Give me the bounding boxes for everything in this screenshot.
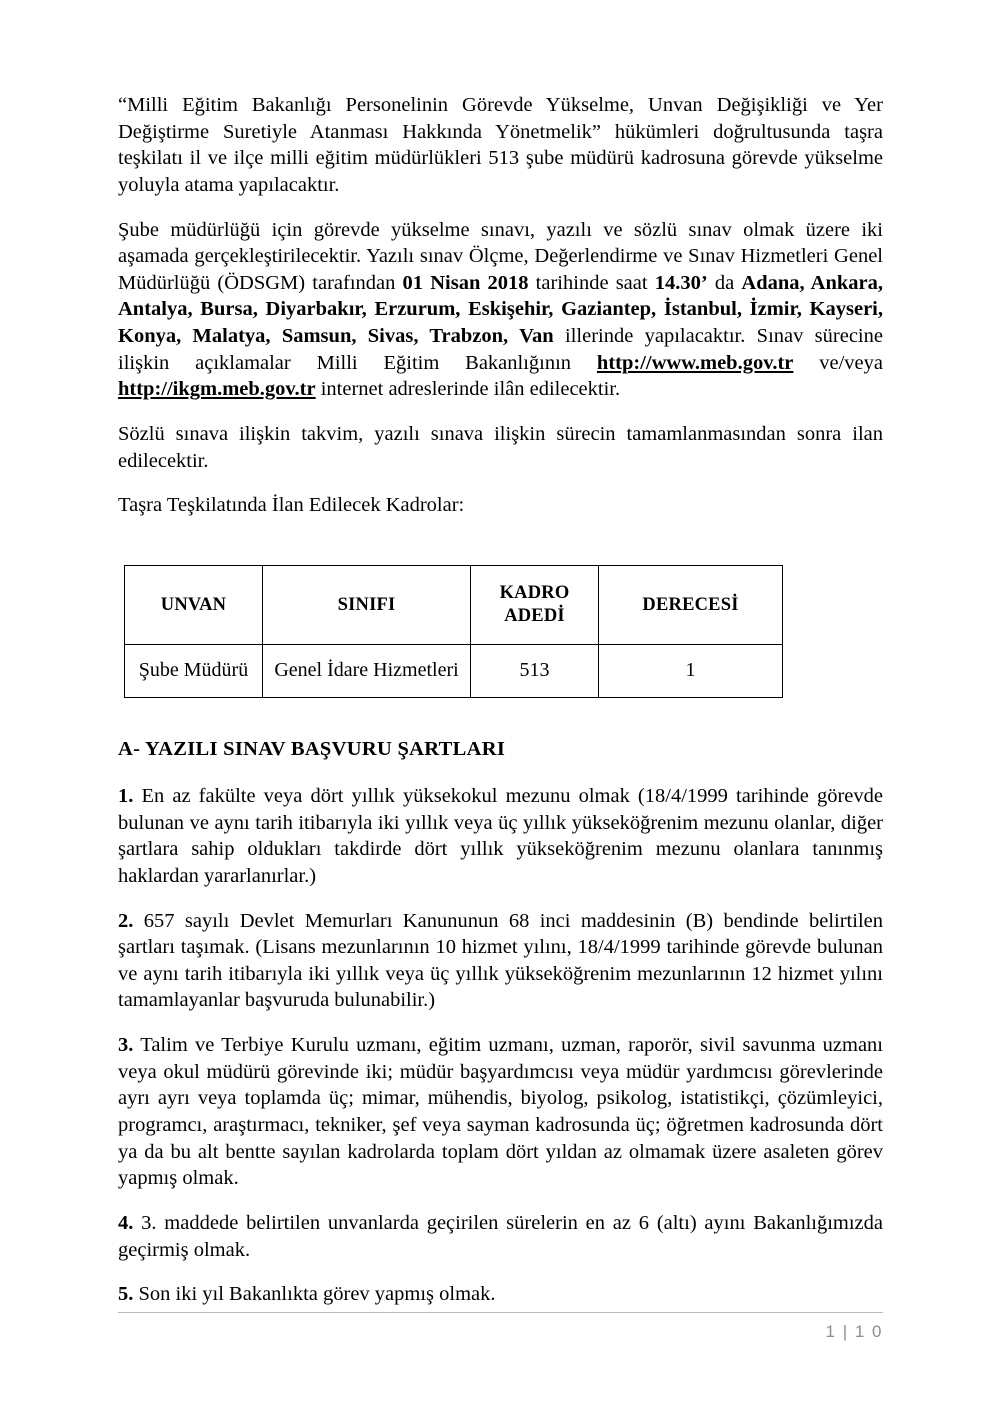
requirement-3-number: 3. xyxy=(118,1034,134,1057)
cell-kadro-adedi: 513 xyxy=(471,644,599,697)
column-header-unvan: UNVAN xyxy=(125,565,263,644)
requirement-2-number: 2. xyxy=(118,909,134,932)
requirement-5-number: 5. xyxy=(118,1283,134,1306)
requirement-2-text: 657 sayılı Devlet Memurları Kanununun 68 inci maddesinin (B) bendinde belirtilen şartları taşımak. (Lisans mezunlarının 10 hizmet yılını, 18/4/1999 tarihinde görevde bulunan ve aynı tarih itibarıyla iki yıllık veya üç yıllık yükseköğrenim mezunlarının 12 hizmet yılını tamamlayanlar başvuruda bulunabilir.) xyxy=(118,909,883,1012)
exam-time: 14.30’ xyxy=(654,271,708,294)
requirement-item-2 xyxy=(118,908,883,1015)
table-row xyxy=(125,644,783,697)
requirement-5-text: Son iki yıl Bakanlıkta görev yapmış olmak. xyxy=(133,1283,496,1306)
requirement-item-3 xyxy=(118,1032,883,1192)
positions-table-container xyxy=(118,565,883,698)
column-header-sinifi: SINIFI xyxy=(263,565,471,644)
requirement-4-number: 4. xyxy=(118,1211,134,1234)
exam-details-segment-4: illerinde yapılacaktır. Sınav sürecine ilişkin açıklamalar Milli Eğitim Bakanlığının xyxy=(118,325,883,374)
positions-table-head xyxy=(125,565,783,644)
requirement-item-1 xyxy=(118,783,883,890)
exam-date: 01 Nisan 2018 xyxy=(402,271,529,294)
requirement-item-4 xyxy=(118,1210,883,1263)
requirement-1-text: En az fakülte veya dört yıllık yüksekokul mezunu olmak (18/4/1999 tarihinde görevde bulunan ve aynı tarih itibarıyla iki yıllık veya üç yıllık yükseköğrenim mezunu olanlar, diğer şartlara sahip oldukları takdirde dört yıllık yükseköğrenim mezunu olanlara tanınmış haklardan yararlanırlar.) xyxy=(118,784,883,887)
positions-table xyxy=(124,565,783,698)
paragraph-intro: “Milli Eğitim Bakanlığı Personelinin Görevde Yükselme, Unvan Değişikliği ve Yer Değiştirme Suretiyle Atanması Hakkında Yönetmelik” hükümleri doğrultusunda taşra teşkilatı il ve ilçe milli eğitim müdürlükleri 513 şube müdürü kadrosuna görevde yükselme yoluyla atama yapılacaktır. xyxy=(118,94,883,196)
cell-sinifi: Genel İdare Hizmetleri xyxy=(263,644,471,697)
column-header-kadro-line2: ADEDİ xyxy=(504,605,565,626)
table-header-row xyxy=(125,565,783,644)
requirement-3-text: Talim ve Terbiye Kurulu uzmanı, eğitim uzmanı, uzman, raporör, sivil savunma uzmanı veya okul müdürü görevinde iki; müdür başyardımcısı veya müdür yardımcısı görevlerinde ayrı ayrı veya toplamda üç; mimar, mühendis, biyolog, psikolog, istatistikçi, çözümleyici, programcı, araştırmacı, tekniker, şef veya sayman kadrosunda üç; öğretmen kadrosunda dört ya da bu alt bentte sayılan kadrolarda toplam dört yıldan az olmamak üzere asaleten görev yapmış olmak. xyxy=(118,1034,883,1190)
column-header-kadro-line1: KADRO xyxy=(499,583,570,604)
page-footer xyxy=(118,1312,883,1342)
cell-unvan: Şube Müdürü xyxy=(125,644,263,697)
column-header-derecesi: DERECESİ xyxy=(599,565,783,644)
paragraph-oral-exam-calendar: Sözlü sınava ilişkin takvim, yazılı sınava ilişkin sürecin tamamlanmasından sonra ilan edilecektir. xyxy=(118,423,883,472)
exam-details-segment-1: Şube müdürlüğü için görevde yükselme sınavı, yazılı ve sözlü sınav olmak üzere iki aşamada gerçekleştirilecektir. Yazılı sınav Ölçme, Değerlendirme ve Sınav Hizmetleri Genel Müdürlüğü (ÖDSGM) tarafından xyxy=(118,218,883,294)
page-number: 1 | 1 0 xyxy=(825,1322,883,1341)
paragraph-positions-intro: Taşra Teşkilatında İlan Edilecek Kadrolar: xyxy=(118,494,465,517)
exam-details-segment-2: tarihinde saat xyxy=(528,271,655,294)
section-heading-a: A- YAZILI SINAV BAŞVURU ŞARTLARI xyxy=(118,737,506,760)
requirement-item-5 xyxy=(118,1281,883,1308)
exam-details-segment-6: internet adreslerinde ilân edilecektir. xyxy=(315,378,621,401)
requirement-4-text: 3. maddede belirtilen unvanlarda geçirilen sürelerin en az 6 (altı) ayını Bakanlığımızda geçirmiş olmak. xyxy=(118,1211,883,1261)
requirement-1-number: 1. xyxy=(118,784,134,807)
paragraph-exam-details xyxy=(118,217,883,403)
column-header-kadro-adedi xyxy=(471,565,599,644)
exam-details-segment-3: da xyxy=(707,271,742,294)
exam-details-segment-5: ve/veya xyxy=(793,351,883,374)
document-body xyxy=(118,92,883,1308)
positions-table-body xyxy=(125,644,783,697)
link-ikgm-meb-gov-tr[interactable]: http://ikgm.meb.gov.tr xyxy=(118,378,316,401)
cell-derecesi: 1 xyxy=(599,644,783,697)
exam-cities-list: Adana, Ankara, Antalya, Bursa, Diyarbakır, Erzurum, Eskişehir, Gaziantep, İstanbul, İzmir, Kayseri, Konya, Malatya, Samsun, Sivas, Trabzon, Van xyxy=(118,271,883,348)
link-meb-gov-tr[interactable]: http://www.meb.gov.tr xyxy=(596,351,794,374)
footer-divider xyxy=(118,1312,883,1313)
